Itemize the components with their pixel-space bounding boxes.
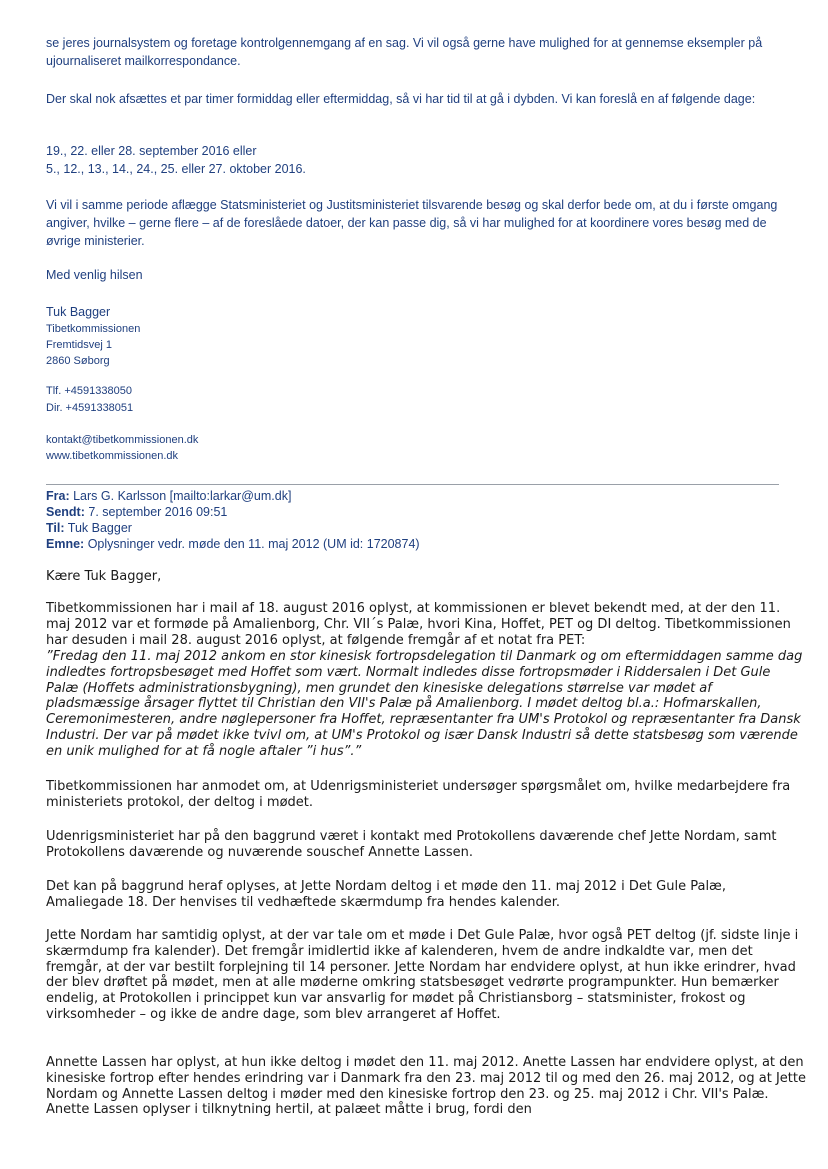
signature-email-link[interactable]: kontakt@tibetkommissionen.dk <box>46 434 199 446</box>
to-value: Tuk Bagger <box>67 521 132 535</box>
older-para2: Tibetkommissionen har anmodet om, at Udenrigsministeriet undersøger spørgsmålet om, hvilke medarbejdere fra ministeriets protokol, der deltog i mødet. <box>46 779 791 810</box>
greeting: Kære Tuk Bagger, <box>46 569 162 584</box>
signature-tlf: Tlf. +4591338050 <box>46 385 132 397</box>
older-para4: Det kan på baggrund heraf oplyses, at Jette Nordam deltog i et møde den 11. maj 2012 i Det Gule Palæ, Amaliegade 18. Der henvises til vedhæftede skærmdump fra hendes kalender. <box>46 879 726 910</box>
from-line <box>46 488 420 504</box>
top-email-para3: Vi vil i samme periode aflægge Statsministeriet og Justitsministeriet tilsvarende besøg og skal derfor bede om, at du i første omgang angiver, hvilke – gerne flere – af de foreslåede datoer, der kan passe dig, så vi har mulighed for at koordinere vores besøg med de øvrige ministerier. <box>46 198 778 248</box>
older-para3: Udenrigsministeriet har på den baggrund været i kontakt med Protokollens daværende chef Jette Nordam, samt Protokollens daværende og nuværende souschef Annette Lassen. <box>46 829 777 860</box>
signature-org: Tibetkommissionen <box>46 323 141 335</box>
to-label: Til: <box>46 521 65 535</box>
signature-name: Tuk Bagger <box>46 305 111 319</box>
subject-line <box>46 536 420 552</box>
sent-value: 7. september 2016 09:51 <box>88 505 228 519</box>
older-para1: Tibetkommissionen har i mail af 18. august 2016 oplyst, at kommissionen er blevet bekendt med, at der den 11. maj 2012 var et formøde på Amalienborg, Chr. VII´s Palæ, hvori Kina, Hoffet, PET og DI deltog. Tibetkommissionen har desuden i mail 28. august 2016 oplyst, at følgende fremgår af et notat fra PET: <box>46 601 791 648</box>
dates-line1: 19., 22. eller 28. september 2016 eller <box>46 144 257 158</box>
subject-label: Emne: <box>46 537 85 551</box>
older-para6: Annette Lassen har oplyst, at hun ikke deltog i mødet den 11. maj 2012. Anette Lassen har endvidere oplyst, at den kinesiske fortrop efter hendes erindring var i Danmark fra den 23. maj 2012 til og med den 26. maj 2012, og at Jette Nordam og Annette Lassen deltog i møder med den kinesiske fortrop den 23. og 25. maj 2012 i Chr. VII's Palæ. Anette Lassen oplyser i tilknytning hertil, at palæet måtte i brug, fordi den <box>46 1055 806 1118</box>
from-label: Fra: <box>46 489 70 503</box>
forward-header <box>46 488 420 552</box>
dates-line2: 5., 12., 13., 14., 24., 25. eller 27. oktober 2016. <box>46 162 306 176</box>
pet-quote: ”Fredag den 11. maj 2012 ankom en stor kinesisk fortropsdelegation til Danmark og om eftermiddagen samme dag indledtes fortropsbesøget med Hoffet som vært. Normalt indledes disse fortropsmøder i Riddersalen i Det Gule Palæ (Hoffets administrationsbygning), men grundet den kinesiske delegations størrelse var mødet af pladsmæssige årsager flyttet til Christian den VII's Palæ på Amalienborg. I mødet deltog bl.a.: Hofmarskallen, Ceremonimesteren, andre nøglepersoner fra Hoffet, repræsentanter fra UM's Protokol og repræsentanter fra Dansk Industri. Der var på mødet ikke tvivl om, at UM's Protokol og især Dansk Industri så dette statsbesøg som værende en unik mulighed for at få nogle aftaler ”i hus”.” <box>46 649 803 759</box>
older-para5: Jette Nordam har samtidig oplyst, at der var tale om et møde i Det Gule Palæ, hvor også PET deltog (jf. sidste linje i skærmdump fra kalender). Det fremgår imidlertid ikke af kalenderen, hvem de andre indkaldte var, men det fremgår, at der var bestilt forplejning til 14 personer. Jette Nordam har endvidere oplyst, at hun ikke erindrer, hvad der blev drøftet på mødet, men at alle møderne omkring statsbesøget vedrørte programpunkter. Hun bemærker endelig, at Protokollen i princippet kun var ansvarlig for mødet på Christiansborg – statsminister, frokost og virksomheder – og ikke de andre dage, som blev arrangeret af Hoffet. <box>46 928 799 1022</box>
to-line <box>46 520 420 536</box>
sent-line <box>46 504 420 520</box>
signature-city: 2860 Søborg <box>46 355 110 367</box>
divider <box>46 484 779 485</box>
signature-street: Fremtidsvej 1 <box>46 339 113 351</box>
signature-dir: Dir. +4591338051 <box>46 402 134 414</box>
top-email-para1: se jeres journalsystem og foretage kontrolgennemgang af en sag. Vi vil også gerne have mulighed for at gennemse eksempler på ujournaliseret mailkorrespondance. <box>46 36 763 68</box>
closing: Med venlig hilsen <box>46 268 143 282</box>
signature-web-link[interactable]: www.tibetkommissionen.dk <box>46 450 179 462</box>
top-email-para2: Der skal nok afsættes et par timer formiddag eller eftermiddag, så vi har tid til at gå i dybden. Vi kan foreslå en af følgende dage: <box>46 92 756 106</box>
from-value[interactable]: Lars G. Karlsson [mailto:larkar@um.dk] <box>73 489 292 503</box>
subject-value: Oplysninger vedr. møde den 11. maj 2012 (UM id: 1720874) <box>87 537 420 551</box>
sent-label: Sendt: <box>46 505 85 519</box>
